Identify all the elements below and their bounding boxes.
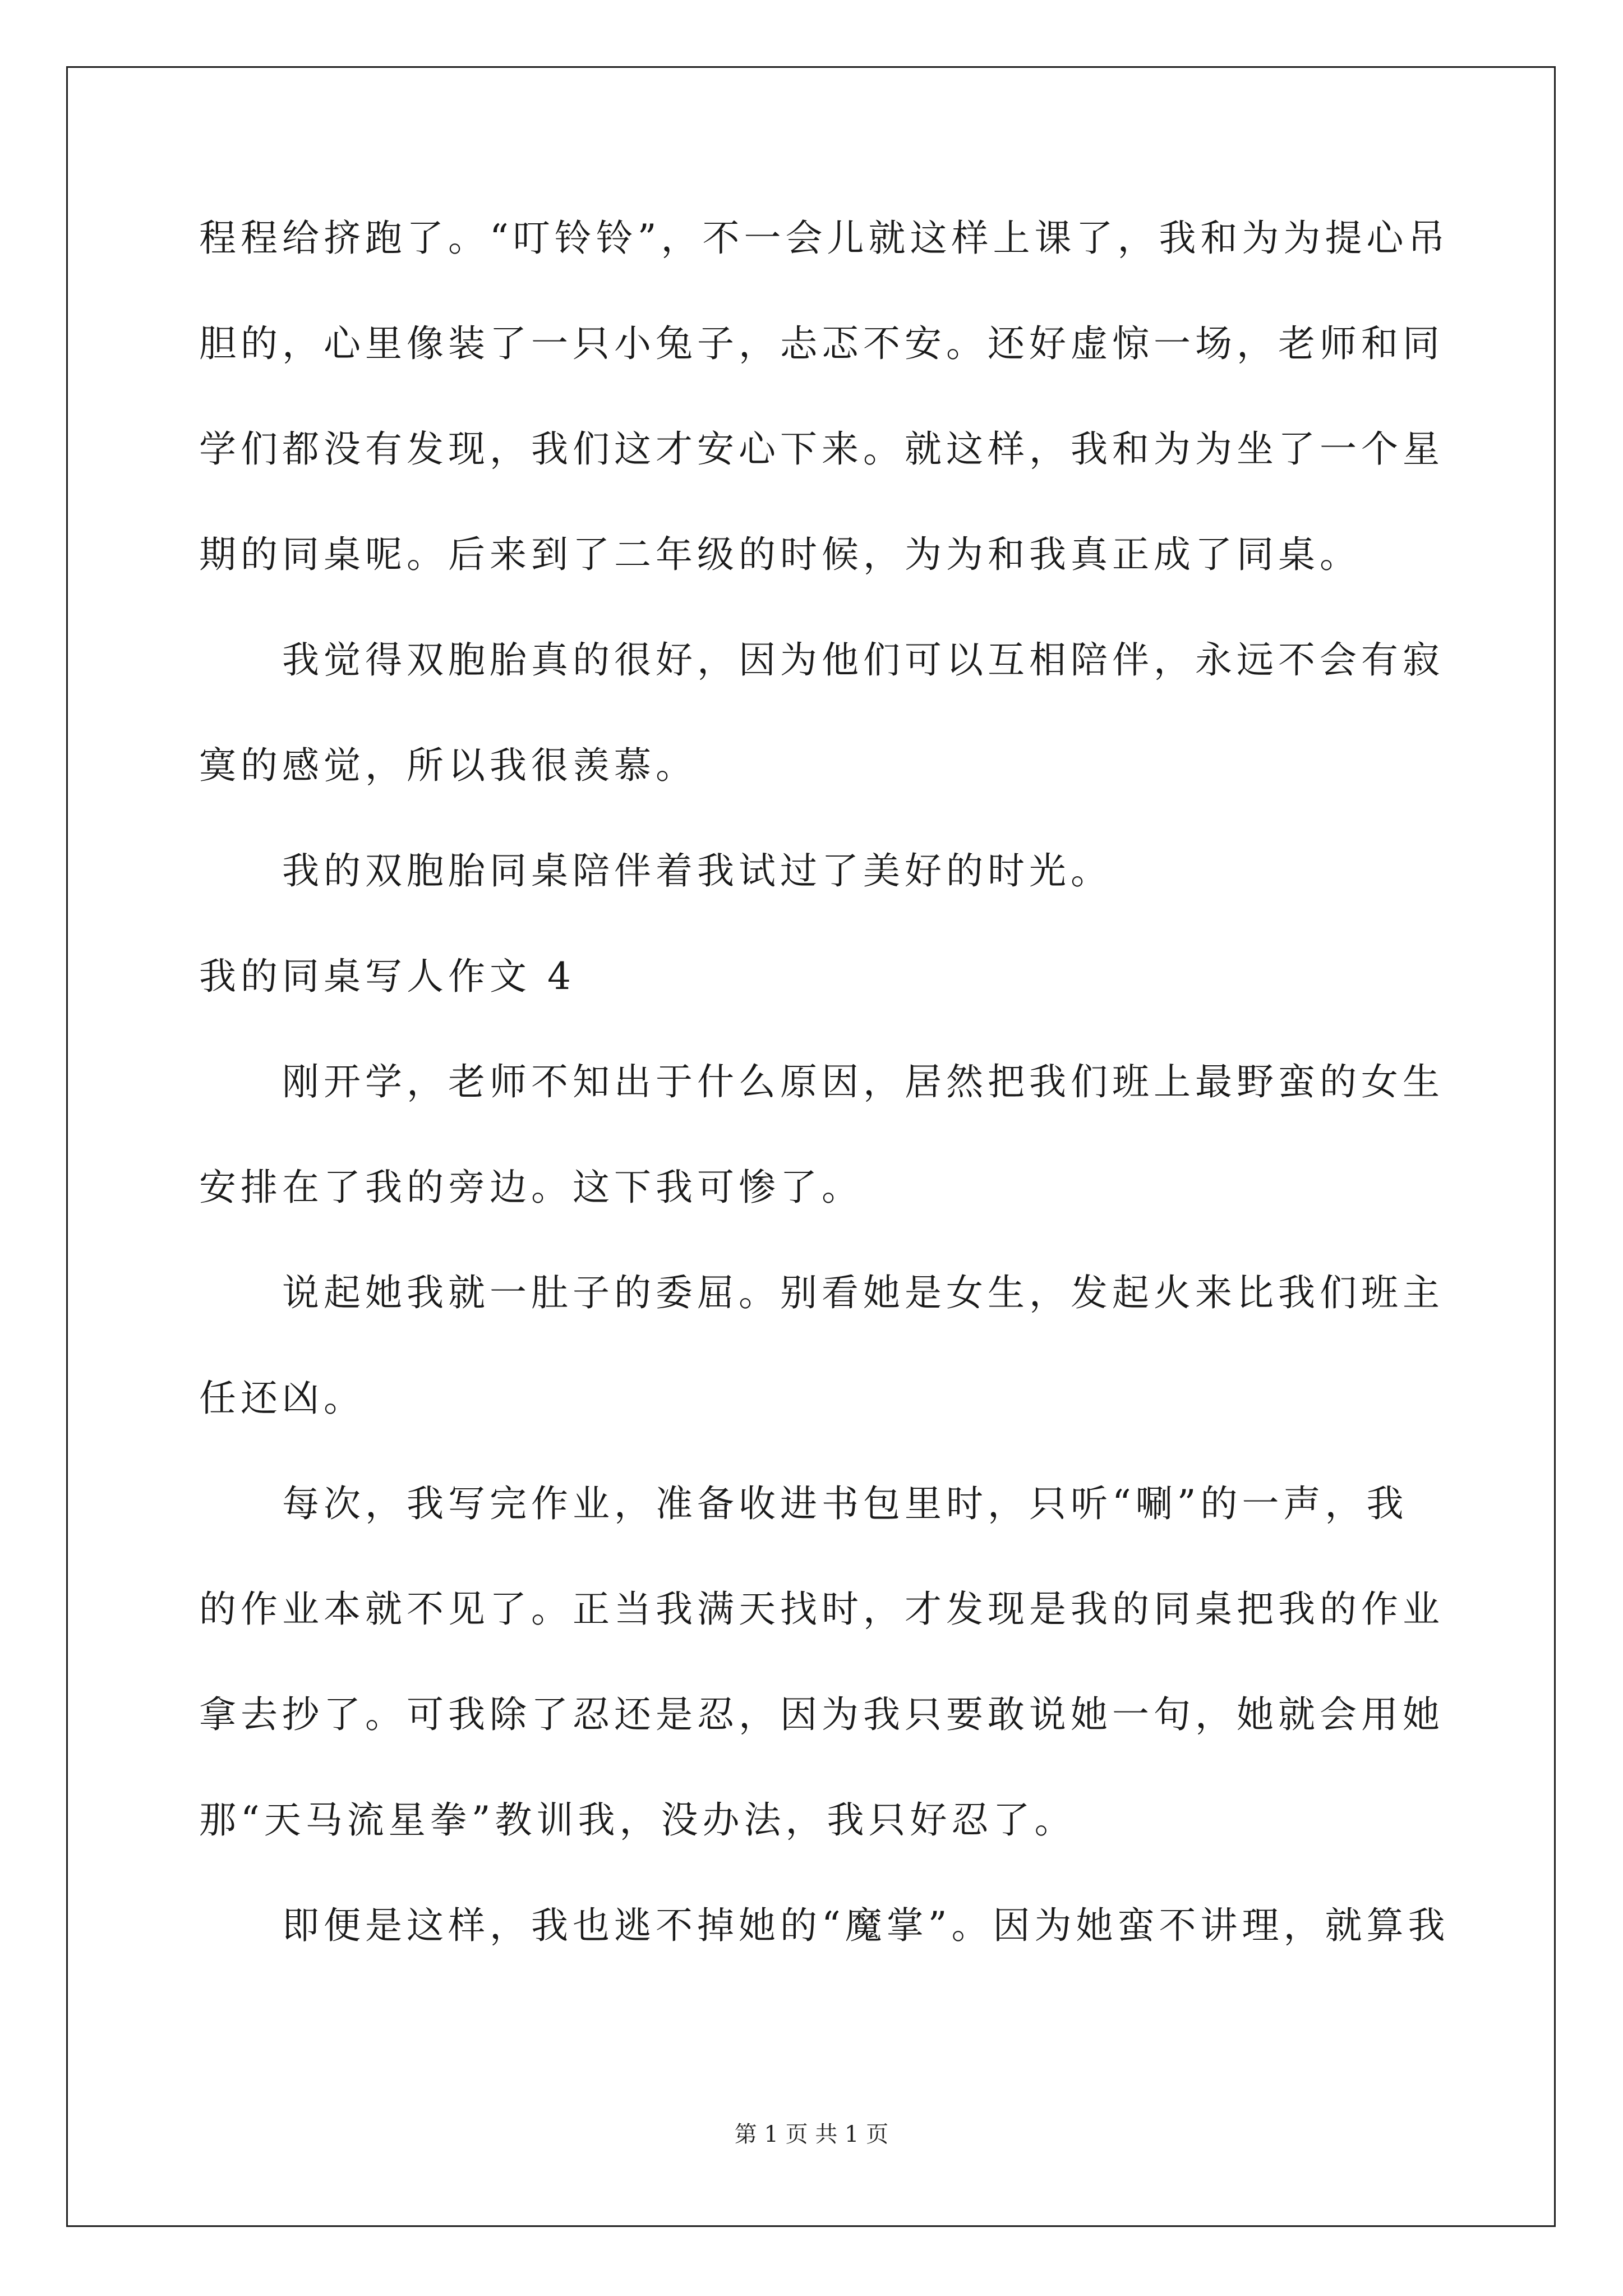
text-line: 学们都没有发现，我们这才安心下来。就这样，我和为为坐了一个星	[199, 427, 1444, 471]
paragraph-start-line: 我觉得双胞胎真的很好，因为他们可以互相陪伴，永远不会有寂	[282, 638, 1444, 682]
text-line: 程程给挤跑了。“叮铃铃”，不一会儿就这样上课了，我和为为提心吊	[199, 217, 1450, 260]
text-line: 安排在了我的旁边。这下我可惨了。	[199, 1166, 863, 1209]
page-number-footer: 第 1 页 共 1 页	[734, 2122, 889, 2147]
paragraph-start-line: 每次，我写完作业，准备收进书包里时，只听“唰”的一声，我	[282, 1482, 1408, 1525]
text-line: 期的同桌呢。后来到了二年级的时候，为为和我真正成了同桌。	[199, 533, 1361, 576]
paragraph-start-line: 我的双胞胎同桌陪伴着我试过了美好的时光。	[282, 849, 1112, 892]
text-line: 拿去抄了。可我除了忍还是忍，因为我只要敢说她一句，她就会用她	[199, 1693, 1444, 1736]
text-line: 的作业本就不见了。正当我满天找时，才发现是我的同桌把我的作业	[199, 1588, 1444, 1631]
paragraph-start-line: 即便是这样，我也逃不掉她的“魔掌”。因为她蛮不讲理，就算我	[282, 1904, 1450, 1947]
section-heading: 我的同桌写人作文 4	[199, 955, 575, 998]
text-line: 任还凶。	[199, 1377, 365, 1420]
paragraph-start-line: 说起她我就一肚子的委屈。别看她是女生，发起火来比我们班主	[282, 1271, 1444, 1314]
text-line: 胆的，心里像装了一只小兔子，忐忑不安。还好虚惊一场，老师和同	[199, 322, 1444, 365]
text-line: 寞的感觉，所以我很羡慕。	[199, 744, 697, 787]
paragraph-start-line: 刚开学，老师不知出于什么原因，居然把我们班上最野蛮的女生	[282, 1060, 1444, 1103]
text-line: 那“天马流星拳”教训我，没办法，我只好忍了。	[199, 1798, 1076, 1842]
